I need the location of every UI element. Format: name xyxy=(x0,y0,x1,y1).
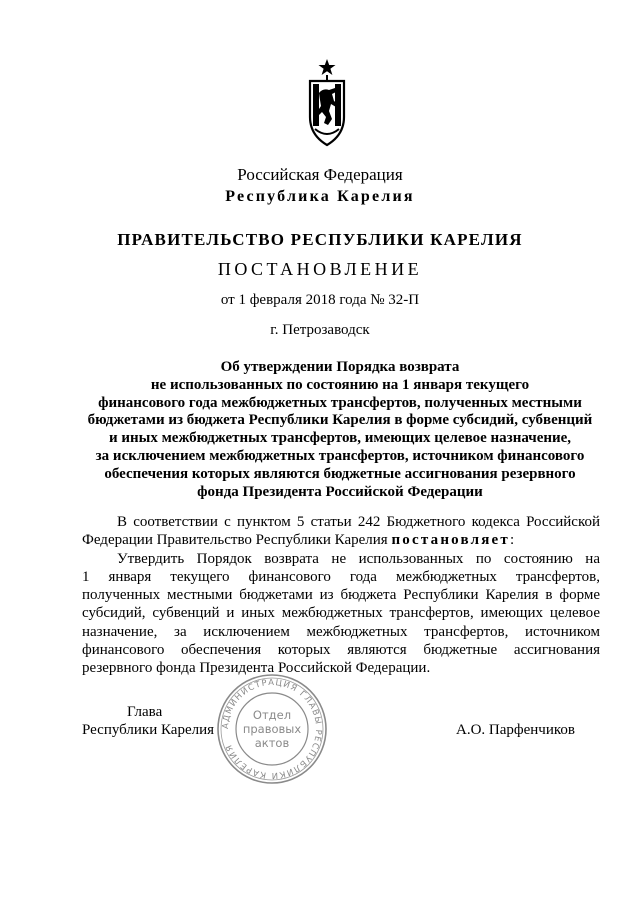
title-line: за исключением межбюджетных трансфертов, источником финансового xyxy=(95,447,585,464)
document-type: ПОСТАНОВЛЕНИЕ xyxy=(217,259,423,279)
title-line: бюджетами из бюджета Республики Карелия в форме субсидий, субвенций xyxy=(87,412,593,429)
official-stamp xyxy=(215,672,329,786)
body-line: назначение, за исключением межбюджетных трансфертов, источником xyxy=(82,623,600,640)
title-line: не использованных по состоянию на 1 января текущего xyxy=(150,376,530,393)
body-line xyxy=(82,531,600,549)
signatory-position-line2: Республики Карелия xyxy=(82,722,215,738)
republic-name: Республика Карелия xyxy=(225,188,415,205)
body-line: резервного фонда Президента Российской Федерации. xyxy=(82,660,431,677)
body-line: 1 января текущего финансового года межбюджетных трансфертов, xyxy=(82,568,600,585)
stamp-center-line: правовых xyxy=(242,722,302,736)
signatory-name: А.О. Парфенчиков xyxy=(456,722,575,738)
body-line: Утвердить Порядок возврата не использованных по состоянию на xyxy=(117,550,600,567)
stamp-ring-text: АДМИНИСТРАЦИЯ ГЛАВЫ РЕСПУБЛИКИ КАРЕЛИЯ xyxy=(219,676,325,782)
date-and-number: от 1 февраля 2018 года № 32-П xyxy=(220,292,420,308)
government-name: ПРАВИТЕЛЬСТВО РЕСПУБЛИКИ КАРЕЛИЯ xyxy=(117,230,523,249)
decree-verb: постановляет xyxy=(391,532,510,549)
stamp-center-line: актов xyxy=(254,736,290,750)
body-line: полученных местными бюджетами из бюджета Республики Карелия в форме xyxy=(82,587,600,604)
title-line: Об утверждении Порядка возврата xyxy=(220,359,460,375)
title-line: фонда Президента Российской Федерации xyxy=(197,483,483,500)
body-line: финансового обеспечения которых являются бюджетные ассигнования xyxy=(82,642,600,659)
title-line: обеспечения которых являются бюджетные ассигнования резервного xyxy=(104,465,576,482)
city-name: г. Петрозаводск xyxy=(270,322,370,338)
title-line: и иных межбюджетных трансфертов, имеющих целевое назначение, xyxy=(108,430,572,447)
stamp-center-line: Отдел xyxy=(252,708,292,722)
document-title xyxy=(60,359,620,501)
country-name: Российская Федерация xyxy=(237,165,403,184)
body-text-segment: Федерации Правительство Республики Карелия xyxy=(82,532,392,549)
body-text-segment: : xyxy=(509,532,515,549)
karelia-coat-of-arms-icon xyxy=(305,57,349,149)
signatory-position-line1: Глава xyxy=(127,704,163,720)
body-line: В соответствии с пунктом 5 статьи 242 Бюджетного кодекса Российской xyxy=(117,514,600,530)
title-line: финансового года межбюджетных трансфертов, полученных местными xyxy=(98,394,582,411)
document-body xyxy=(82,513,600,678)
body-line: субсидий, субвенций и иных межбюджетных трансфертов, имеющих целевое xyxy=(82,605,600,622)
